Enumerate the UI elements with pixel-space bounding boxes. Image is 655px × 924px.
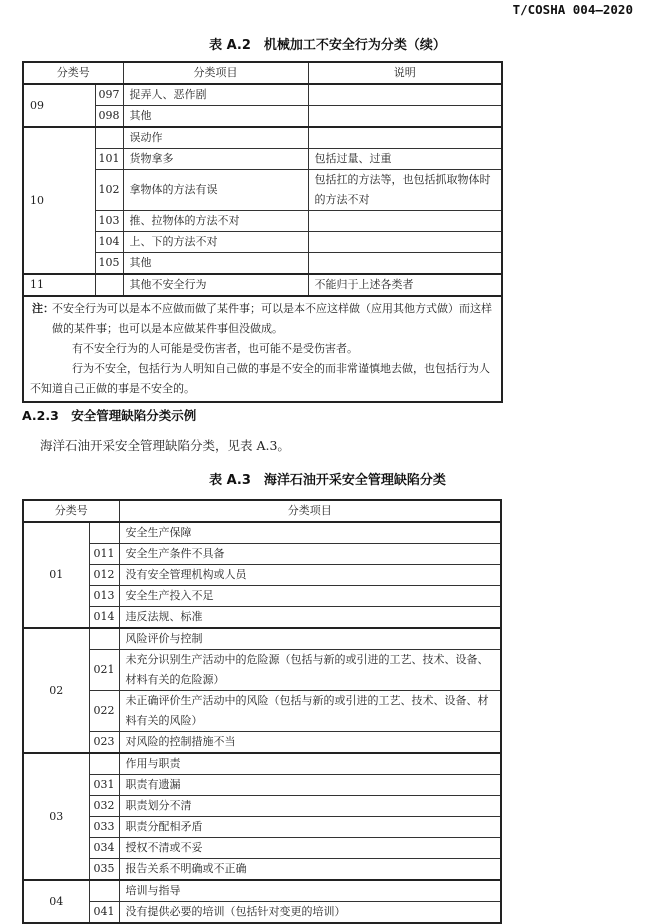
category-item: 捉弄人、恶作剧 bbox=[123, 84, 308, 106]
section-paragraph: 海洋石油开采安全管理缺陷分类，见表 A.3。 bbox=[40, 438, 290, 453]
table-row bbox=[23, 880, 501, 902]
category-code: 09 bbox=[23, 84, 95, 127]
category-code: 11 bbox=[23, 274, 95, 296]
subcategory-code: 011 bbox=[89, 544, 119, 565]
category-description bbox=[308, 211, 502, 232]
table-row bbox=[23, 838, 501, 859]
subcategory-code: 022 bbox=[89, 691, 119, 732]
table-row bbox=[23, 149, 502, 170]
table-row bbox=[23, 170, 502, 211]
subcategory-code bbox=[95, 127, 123, 149]
subcategory-code bbox=[89, 880, 119, 902]
category-item: 其他 bbox=[123, 253, 308, 275]
category-item: 安全生产投入不足 bbox=[119, 586, 501, 607]
subcategory-code bbox=[95, 274, 123, 296]
subcategory-code: 014 bbox=[89, 607, 119, 629]
subcategory-code bbox=[89, 753, 119, 775]
table-row bbox=[23, 127, 502, 149]
table-row bbox=[23, 753, 501, 775]
table-a3 bbox=[22, 499, 502, 924]
category-description: 包括过量、过重 bbox=[308, 149, 502, 170]
note-text: 行为不安全，包括行为人明知自己做的事是不安全的而非常谨慎地去做，也包括行为人不知道自己正做的事是不安全的。 bbox=[30, 362, 490, 395]
category-item: 误动作 bbox=[123, 127, 308, 149]
category-item: 职责划分不清 bbox=[119, 796, 501, 817]
table-note bbox=[23, 296, 502, 402]
category-description bbox=[308, 84, 502, 106]
subcategory-code: 104 bbox=[95, 232, 123, 253]
category-code: 04 bbox=[23, 880, 89, 923]
header-item: 分类项目 bbox=[119, 500, 501, 522]
category-item: 授权不清或不妥 bbox=[119, 838, 501, 859]
subcategory-code: 103 bbox=[95, 211, 123, 232]
note-text: 不安全行为可以是本不应做而做了某件事；可以是本不应这样做（应用其他方式做）而这样做的某件事；也可以是本应做某件事但没做成。 bbox=[52, 302, 492, 335]
table-row bbox=[23, 817, 501, 838]
category-item: 其他 bbox=[123, 106, 308, 128]
subcategory-code: 041 bbox=[89, 902, 119, 924]
header-desc: 说明 bbox=[308, 62, 502, 84]
subcategory-code: 105 bbox=[95, 253, 123, 275]
note-text: 有不安全行为的人可能是受伤害者，也可能不是受伤害者。 bbox=[72, 342, 358, 355]
subcategory-code: 012 bbox=[89, 565, 119, 586]
header-item: 分类项目 bbox=[123, 62, 308, 84]
category-item: 上、下的方法不对 bbox=[123, 232, 308, 253]
category-item: 风险评价与控制 bbox=[119, 628, 501, 650]
table-row bbox=[23, 232, 502, 253]
category-description bbox=[308, 106, 502, 128]
table-row bbox=[23, 274, 502, 296]
category-description bbox=[308, 253, 502, 275]
note-paragraph bbox=[32, 299, 495, 339]
subcategory-code bbox=[89, 522, 119, 544]
note-label: 注： bbox=[32, 302, 54, 315]
subcategory-code: 033 bbox=[89, 817, 119, 838]
subcategory-code: 034 bbox=[89, 838, 119, 859]
table-row bbox=[23, 586, 501, 607]
table-row bbox=[23, 859, 501, 881]
subcategory-code: 102 bbox=[95, 170, 123, 211]
subcategory-code: 098 bbox=[95, 106, 123, 128]
category-item: 未充分识别生产活动中的危险源（包括与新的或引进的工艺、技术、设备、材料有关的危险源） bbox=[119, 650, 501, 691]
table-row bbox=[23, 650, 501, 691]
category-item: 违反法规、标准 bbox=[119, 607, 501, 629]
category-code: 01 bbox=[23, 522, 89, 628]
section-heading: A.2.3 安全管理缺陷分类示例 bbox=[22, 408, 197, 423]
subcategory-code: 021 bbox=[89, 650, 119, 691]
category-item: 培训与指导 bbox=[119, 880, 501, 902]
category-item: 安全生产保障 bbox=[119, 522, 501, 544]
table-note-row bbox=[23, 296, 502, 402]
table-row bbox=[23, 628, 501, 650]
table-row bbox=[23, 732, 501, 754]
category-description bbox=[308, 127, 502, 149]
table-a3-title: 表 A.3 海洋石油开采安全管理缺陷分类 bbox=[209, 473, 446, 488]
table-header-row bbox=[23, 62, 502, 84]
subcategory-code: 035 bbox=[89, 859, 119, 881]
table-a2-title: 表 A.2 机械加工不安全行为分类（续） bbox=[209, 38, 446, 53]
subcategory-code: 101 bbox=[95, 149, 123, 170]
category-item: 没有安全管理机构或人员 bbox=[119, 565, 501, 586]
category-description bbox=[308, 232, 502, 253]
category-item: 未正确评价生产活动中的风险（包括与新的或引进的工艺、技术、设备、材料有关的风险） bbox=[119, 691, 501, 732]
category-code: 10 bbox=[23, 127, 95, 274]
category-description: 包括扛的方法等，也包括抓取物体时的方法不对 bbox=[308, 170, 502, 211]
category-description: 不能归于上述各类者 bbox=[308, 274, 502, 296]
table-row bbox=[23, 544, 501, 565]
header-code: 分类号 bbox=[23, 62, 123, 84]
header-code: 分类号 bbox=[23, 500, 119, 522]
table-header-row bbox=[23, 500, 501, 522]
note-paragraph bbox=[52, 339, 495, 359]
subcategory-code bbox=[89, 628, 119, 650]
document-code: T/COSHA 004—2020 bbox=[512, 2, 633, 17]
category-item: 对风险的控制措施不当 bbox=[119, 732, 501, 754]
table-row bbox=[23, 211, 502, 232]
table-row bbox=[23, 796, 501, 817]
category-item: 安全生产条件不具备 bbox=[119, 544, 501, 565]
subcategory-code: 023 bbox=[89, 732, 119, 754]
table-row bbox=[23, 775, 501, 796]
category-item: 其他不安全行为 bbox=[123, 274, 308, 296]
table-row bbox=[23, 522, 501, 544]
category-item: 货物拿多 bbox=[123, 149, 308, 170]
subcategory-code: 032 bbox=[89, 796, 119, 817]
category-item: 职责分配相矛盾 bbox=[119, 817, 501, 838]
table-row bbox=[23, 84, 502, 106]
category-item: 报告关系不明确或不正确 bbox=[119, 859, 501, 881]
category-item: 职责有遗漏 bbox=[119, 775, 501, 796]
category-code: 02 bbox=[23, 628, 89, 753]
table-row bbox=[23, 106, 502, 128]
table-row bbox=[23, 253, 502, 275]
category-item: 拿物体的方法有误 bbox=[123, 170, 308, 211]
table-row bbox=[23, 691, 501, 732]
subcategory-code: 031 bbox=[89, 775, 119, 796]
category-code: 03 bbox=[23, 753, 89, 880]
category-item: 推、拉物体的方法不对 bbox=[123, 211, 308, 232]
category-item: 作用与职责 bbox=[119, 753, 501, 775]
table-row bbox=[23, 607, 501, 629]
category-item: 没有提供必要的培训（包括针对变更的培训） bbox=[119, 902, 501, 924]
table-a2 bbox=[22, 61, 503, 403]
subcategory-code: 097 bbox=[95, 84, 123, 106]
subcategory-code: 013 bbox=[89, 586, 119, 607]
note-paragraph bbox=[30, 359, 495, 399]
table-row bbox=[23, 565, 501, 586]
